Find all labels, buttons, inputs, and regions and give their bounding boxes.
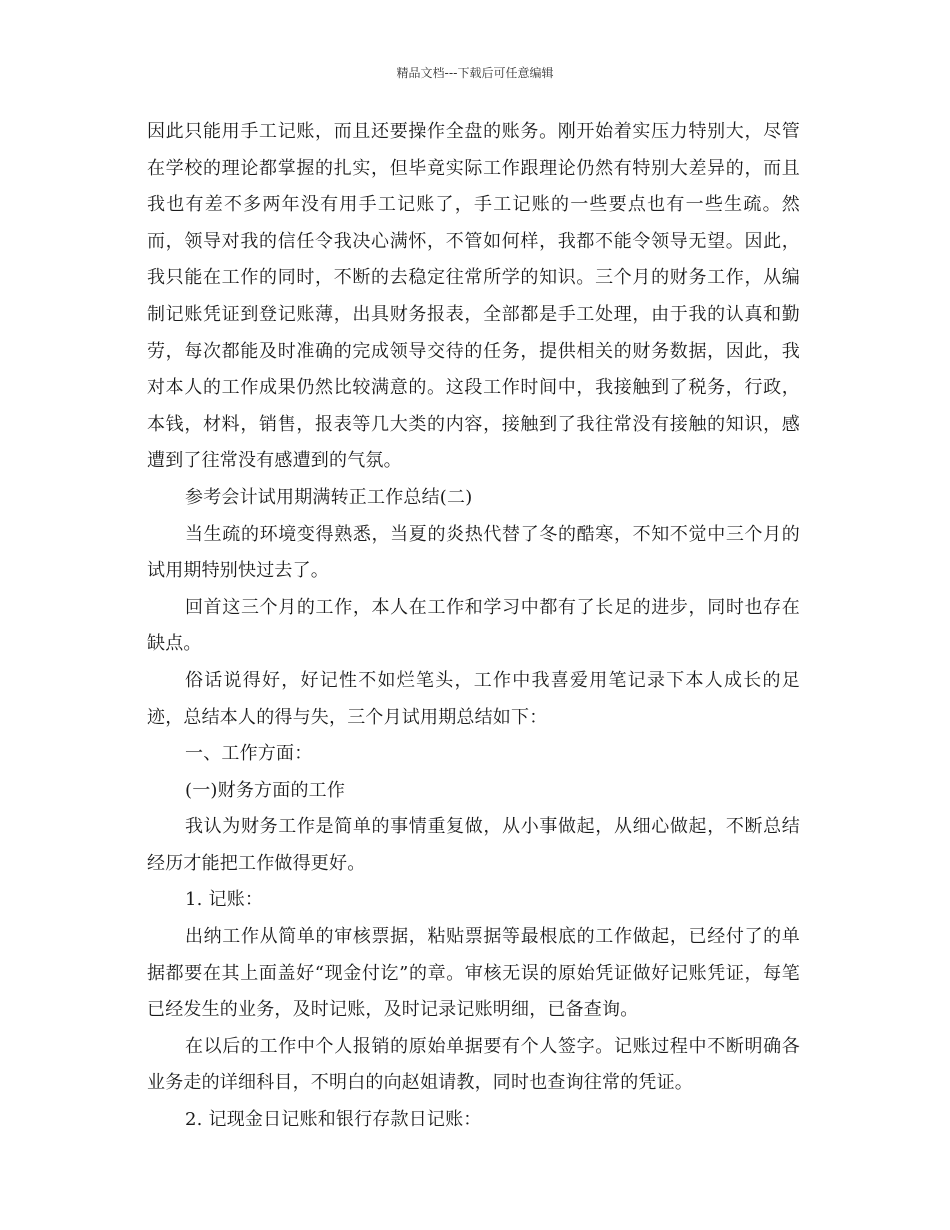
paragraph: 出纳工作从简单的审核票据，粘贴票据等最根底的工作做起，已经付了的单据都要在其上面盖好“现金付讫”的章。审核无误的原始凭证做好记账凭证，每笔已经发生的业务，及时记账，及时记录记账明细，已备查询。 [147, 926, 800, 1021]
heading-work: 一、工作方面： [185, 743, 313, 765]
document-body [147, 114, 800, 1139]
section-title: 参考会计试用期满转正工作总结(二) [185, 486, 473, 508]
item-heading-bookkeeping: 1. 记账： [185, 889, 264, 911]
paragraph: 俗话说得好，好记性不如烂笔头，工作中我喜爱用笔记录下本人成长的足迹，总结本人的得与失，三个月试用期总结如下： [147, 669, 800, 728]
paragraph: 当生疏的环境变得熟悉，当夏的炎热代替了冬的酷寒，不知不觉中三个月的试用期特别快过去了。 [147, 523, 800, 582]
paragraph: 我认为财务工作是简单的事情重复做，从小事做起，从细心做起，不断总结经历才能把工作做得更好。 [147, 816, 800, 874]
paragraph: 回首这三个月的工作，本人在工作和学习中都有了长足的进步，同时也存在缺点。 [147, 596, 800, 655]
item-heading-journal: 2. 记现金日记账和银行存款日记账： [185, 1109, 482, 1131]
paragraph: 在以后的工作中个人报销的原始单据要有个人签字。记账过程中不断明确各业务走的详细科目，不明白的向赵姐请教，同时也查询往常的凭证。 [147, 1035, 800, 1094]
subheading-finance: (一)财务方面的工作 [185, 779, 346, 801]
page-header: 精品文档---下载后可任意编辑 [396, 66, 554, 80]
paragraph-continued: 因此只能用手工记账，而且还要操作全盘的账务。刚开始着实压力特别大，尽管在学校的理论都掌握的扎实，但毕竟实际工作跟理论仍然有特别大差异的，而且我也有差不多两年没有用手工记账了，手工记账的一些要点也有一些生疏。然而，领导对我的信任令我决心满怀，不管如何样，我都不能令领导无望。因此，我只能在工作的同时，不断的去稳定往常所学的知识。三个月的财务工作，从编制记账凭证到登记账薄，出具财务报表，全部都是手工处理，由于我的认真和勤劳，每次都能及时准确的完成领导交待的任务，提供相关的财务数据，因此，我对本人的工作成果仍然比较满意的。这段工作时间中，我接触到了税务，行政，本钱，材料，销售，报表等几大类的内容，接触到了我往常没有接触的知识，感遭到了往常没有感遭到的气氛。 [147, 121, 800, 472]
